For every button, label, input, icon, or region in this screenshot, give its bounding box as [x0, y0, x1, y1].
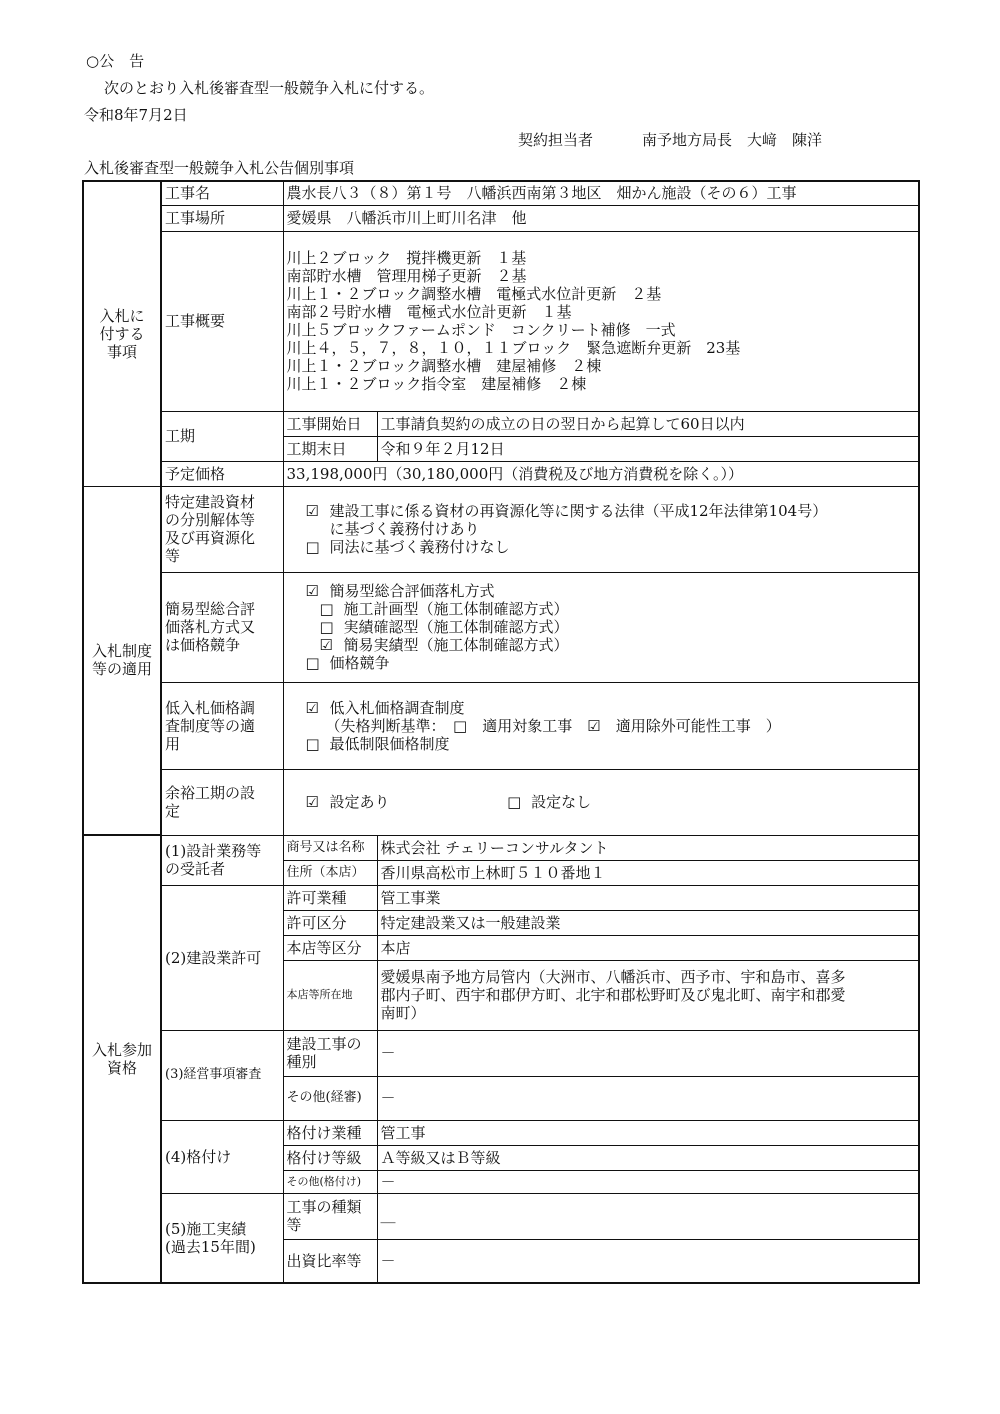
review-label: (3)経営事項審査 — [161, 1030, 283, 1120]
table-title: 入札後審査型一般競争入札公告個別事項 — [84, 159, 355, 177]
checkbox-empty-icon: □ — [319, 618, 334, 636]
checkbox-empty-icon: □ — [507, 793, 522, 811]
group-bid-system: 入札制度 等の適用 — [83, 486, 161, 835]
rank-kind-value: 管工事 — [377, 1120, 919, 1145]
work-summary-value — [283, 231, 919, 411]
office-location-label: 本店等所在地 — [283, 960, 377, 1030]
row-evaluation — [83, 572, 919, 682]
checkbox-checked-icon: ☑ — [587, 716, 601, 735]
work-name-value: 農水長八３（８）第１号 八幡浜西南第３地区 畑かん施設（その６）工事 — [283, 181, 919, 205]
checkbox-empty-icon: □ — [305, 734, 320, 753]
design-address-label: 住所（本店） — [283, 860, 377, 885]
work-name-label: 工事名 — [161, 181, 283, 205]
checkbox-checked-icon: ☑ — [305, 582, 319, 600]
row-review-kind — [83, 1030, 919, 1076]
row-license-type — [83, 885, 919, 910]
notice-intro: 次のとおり入札後審査型一般競争入札に付する。 — [104, 79, 435, 97]
row-price — [83, 461, 919, 486]
work-place-value: 愛媛県 八幡浜市川上町川名津 他 — [283, 205, 919, 231]
spare-options: ☑ 設定あり □ 設定なし — [283, 769, 919, 835]
design-name-value: 株式会社 チェリーコンサルタント — [377, 835, 919, 860]
start-label: 工事開始日 — [283, 411, 377, 436]
record-ratio-label: 出資比率等 — [283, 1239, 377, 1283]
summary-line: 川上５ブロックファームポンド コンクリート補修 一式 — [286, 321, 676, 339]
notice-date: 令和8年7月2日 — [84, 106, 188, 124]
eval-label: 簡易型総合評 価落札方式又 は価格競争 — [161, 572, 283, 682]
record-ratio-value: － — [377, 1239, 919, 1283]
contract-person: 南予地方局長 大﨑 陳洋 — [642, 131, 823, 149]
notice-table — [82, 180, 920, 1284]
summary-line: 川上１・２ブロック指令室 建屋補修 ２棟 — [286, 375, 587, 393]
record-kind-label: 工事の種類 等 — [283, 1193, 377, 1239]
office-location-value: 愛媛県南予地方局管内（大洲市、八幡浜市、西予市、宇和島市、喜多 郡内子町、西宇和郡伊方町、北宇和郡松野町及び鬼北町、南宇和郡愛 南町） — [377, 960, 919, 1030]
license-class-label: 許可区分 — [283, 910, 377, 935]
record-label: (5)施工実績 (過去15年間) — [161, 1193, 283, 1283]
office-class-value: 本店 — [377, 935, 919, 960]
summary-line: 川上４，５，７，８，１０，１１ブロック 緊急遮断弁更新 23基 — [286, 339, 741, 357]
contract-role: 契約担当者 — [518, 131, 594, 149]
review-other-label: その他(経審) — [283, 1076, 377, 1120]
summary-line: 南部貯水槽 管理用梯子更新 ２基 — [286, 267, 527, 285]
office-class-label: 本店等区分 — [283, 935, 377, 960]
license-class-value: 特定建設業又は一般建設業 — [377, 910, 919, 935]
row-period-start — [83, 411, 919, 436]
summary-line: 川上１・２ブロック調整水槽 建屋補修 ２棟 — [286, 357, 602, 375]
row-work-place — [83, 205, 919, 231]
record-kind-value: ＿ — [377, 1193, 919, 1239]
review-kind-label: 建設工事の 種別 — [283, 1030, 377, 1076]
row-work-name — [83, 181, 919, 205]
design-name-label: 商号又は名称 — [283, 835, 377, 860]
price-value: 33,198,000円（30,180,000円（消費税及び地方消費税を除く。）） — [283, 461, 919, 486]
group-bid-matters: 入札に 付する 事項 — [83, 181, 161, 486]
work-summary-label: 工事概要 — [161, 231, 283, 411]
checkbox-empty-icon: □ — [453, 716, 468, 735]
spare-label: 余裕工期の設 定 — [161, 769, 283, 835]
rank-kind-label: 格付け業種 — [283, 1120, 377, 1145]
row-recycle — [83, 486, 919, 572]
checkbox-checked-icon: ☑ — [305, 502, 319, 520]
price-label: 予定価格 — [161, 461, 283, 486]
rank-other-value: － — [377, 1170, 919, 1193]
start-value: 工事請負契約の成立の日の翌日から起算して60日以内 — [377, 411, 919, 436]
low-label: 低入札価格調 査制度等の適 用 — [161, 682, 283, 769]
checkbox-empty-icon: □ — [319, 600, 334, 618]
period-label: 工期 — [161, 411, 283, 461]
design-address-value: 香川県高松市上林町５１０番地１ — [377, 860, 919, 885]
rank-other-label: その他(格付け) — [283, 1170, 377, 1193]
row-spare-period — [83, 769, 919, 835]
review-kind-value: － — [377, 1030, 919, 1076]
checkbox-empty-icon: □ — [305, 538, 320, 556]
end-label: 工期末日 — [283, 436, 377, 461]
row-record-kind — [83, 1193, 919, 1239]
low-options: ☑ 低入札価格調査制度 （失格判断基準： □ 適用対象工事 ☑ 適用除外可能性工事 ） □ 最低制限価格制度 — [283, 682, 919, 769]
row-rank-kind — [83, 1120, 919, 1145]
checkbox-checked-icon: ☑ — [305, 793, 319, 811]
row-design-name — [83, 835, 919, 860]
end-value: 令和９年２月12日 — [377, 436, 919, 461]
design-label: (1)設計業務等 の受託者 — [161, 835, 283, 885]
eval-options: ☑ 簡易型総合評価落札方式 □ 施工計画型（施工体制確認方式） □ 実績確認型（施工体制確認方式） ☑ 簡易実績型（施工体制確認方式） □ 価格競争 — [283, 572, 919, 682]
summary-line: 川上１・２ブロック調整水槽 電極式水位計更新 ２基 — [286, 285, 662, 303]
checkbox-checked-icon: ☑ — [305, 698, 319, 717]
summary-line: 川上２ブロック 撹拌機更新 １基 — [286, 249, 527, 267]
work-place-label: 工事場所 — [161, 205, 283, 231]
notice-heading: ○公 告 — [86, 52, 145, 70]
checkbox-checked-icon: ☑ — [319, 636, 333, 654]
license-label: (2)建設業許可 — [161, 885, 283, 1030]
recycle-options: ☑ 建設工事に係る資材の再資源化等に関する法律（平成12年法律第104号） に基づく義務付けあり □ 同法に基づく義務付けなし — [283, 486, 919, 572]
license-type-value: 管工事業 — [377, 885, 919, 910]
recycle-label: 特定建設資材 の分別解体等 及び再資源化 等 — [161, 486, 283, 572]
row-low-bid — [83, 682, 919, 769]
rank-grade-value: Ａ等級又はＢ等級 — [377, 1145, 919, 1170]
checkbox-empty-icon: □ — [305, 654, 320, 672]
row-work-summary — [83, 231, 919, 411]
rank-grade-label: 格付け等級 — [283, 1145, 377, 1170]
review-other-value: － — [377, 1076, 919, 1120]
group-qualification: 入札参加 資格 — [83, 835, 161, 1283]
rank-label: (4)格付け — [161, 1120, 283, 1193]
summary-line: 南部２号貯水槽 電極式水位計更新 １基 — [286, 303, 572, 321]
license-type-label: 許可業種 — [283, 885, 377, 910]
